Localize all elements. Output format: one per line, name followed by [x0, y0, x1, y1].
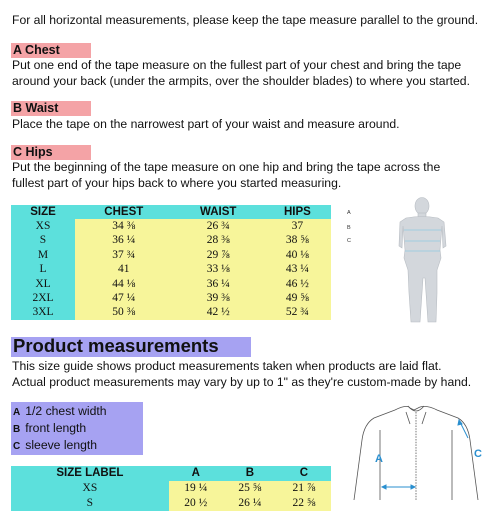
product-text: [12, 359, 471, 390]
b-cell: 26 ¼: [223, 496, 277, 511]
size-cell: 3XL: [11, 305, 75, 319]
chest-cell: 36 ¼: [75, 233, 173, 247]
intro-text: For all horizontal measurements, please keep the tape measure parallel to the ground.: [12, 13, 479, 27]
header-chest: CHEST: [75, 205, 173, 219]
body-label-a: A: [347, 210, 351, 216]
chest-cell: 47 ¼: [75, 291, 173, 305]
a-cell: 19 ¼: [169, 481, 223, 496]
table-row: [11, 219, 331, 233]
header-hips: HIPS: [264, 205, 331, 219]
legend-key-a: A: [13, 407, 21, 418]
header-b: B: [223, 466, 277, 481]
hips-cell: 38 ⅝: [264, 233, 331, 247]
body-figure: [344, 198, 484, 323]
body-label-b: B: [347, 225, 351, 231]
chest-line-2: around your back (under the armpits, over the shoulder blades) to where you started.: [12, 73, 470, 88]
hips-cell: 46 ½: [264, 277, 331, 291]
header-c: C: [277, 466, 331, 481]
size-cell: XS: [11, 219, 75, 233]
chest-section-title: A Chest: [11, 43, 91, 58]
table-row: [11, 277, 331, 291]
chest-cell: 37 ¾: [75, 248, 173, 262]
hips-cell: 52 ¾: [264, 305, 331, 319]
size-cell: XL: [11, 277, 75, 291]
c-cell: 21 ⅞: [277, 481, 331, 496]
table-row: [11, 481, 331, 496]
hips-cell: 40 ⅛: [264, 248, 331, 262]
chest-cell: 44 ⅛: [75, 277, 173, 291]
table-row: [11, 496, 331, 511]
product-line-2: Actual product measurements may vary by up to 1" as they're custom-made by hand.: [12, 374, 472, 389]
hips-line-1: Put the beginning of the tape measure on one hip and bring the tape across the: [12, 160, 441, 174]
jacket-figure: [340, 400, 495, 500]
waist-cell: 42 ½: [173, 305, 264, 319]
a-cell: 20 ½: [169, 496, 223, 511]
hips-section-title: C Hips: [11, 145, 91, 160]
size-cell: XS: [11, 481, 169, 496]
b-cell: 25 ⅝: [223, 481, 277, 496]
chest-section-text: [12, 58, 470, 89]
chest-line-1: Put one end of the tape measure on the fullest part of your chest and bring the tape: [12, 58, 462, 72]
jacket-label-c: C: [474, 448, 482, 460]
size-cell: L: [11, 262, 75, 276]
table-row: [11, 233, 331, 247]
waist-line-1: Place the tape on the narrowest part of your waist and measure around.: [12, 117, 400, 131]
waist-cell: 29 ⅞: [173, 248, 264, 262]
waist-cell: 39 ⅜: [173, 291, 264, 305]
hips-cell: 43 ¼: [264, 262, 331, 276]
legend-label-c: sleeve length: [25, 438, 98, 452]
hips-section-text: [12, 160, 440, 191]
header-size-label: SIZE LABEL: [11, 466, 169, 481]
body-label-c: C: [347, 238, 351, 244]
legend-label-a: 1/2 chest width: [25, 404, 107, 418]
product-size-table: [11, 466, 331, 511]
waist-cell: 26 ¾: [173, 219, 264, 233]
chest-cell: 50 ⅜: [75, 305, 173, 319]
size-cell: 2XL: [11, 291, 75, 305]
table-row: [11, 248, 331, 262]
hips-cell: 49 ⅝: [264, 291, 331, 305]
waist-cell: 33 ⅛: [173, 262, 264, 276]
table-row: [11, 291, 331, 305]
jacket-label-a: A: [375, 453, 383, 465]
waist-cell: 28 ⅜: [173, 233, 264, 247]
waist-section-title: B Waist: [11, 101, 91, 116]
header-size: SIZE: [11, 205, 75, 219]
table-row: [11, 305, 331, 319]
chest-cell: 41: [75, 262, 173, 276]
body-size-table: [11, 205, 331, 320]
legend-item-b: [13, 421, 86, 435]
legend-label-b: front length: [25, 421, 87, 435]
size-cell: M: [11, 248, 75, 262]
waist-section-text: [12, 117, 400, 133]
table-row: [11, 262, 331, 276]
legend-item-c: [13, 438, 97, 452]
product-line-1: This size guide shows product measurements taken when products are laid flat.: [12, 359, 442, 373]
legend-key-c: C: [13, 441, 21, 452]
hips-line-2: fullest part of your hips back to where you started measuring.: [12, 175, 342, 190]
table-header-row: [11, 466, 331, 481]
size-cell: S: [11, 496, 169, 511]
chest-cell: 34 ⅜: [75, 219, 173, 233]
size-cell: S: [11, 233, 75, 247]
legend-item-a: [13, 404, 107, 418]
table-header-row: [11, 205, 331, 219]
c-cell: 22 ⅝: [277, 496, 331, 511]
hips-cell: 37: [264, 219, 331, 233]
header-waist: WAIST: [173, 205, 264, 219]
legend-key-b: B: [13, 424, 21, 435]
waist-cell: 36 ¼: [173, 277, 264, 291]
product-title: Product measurements: [13, 335, 219, 356]
header-a: A: [169, 466, 223, 481]
